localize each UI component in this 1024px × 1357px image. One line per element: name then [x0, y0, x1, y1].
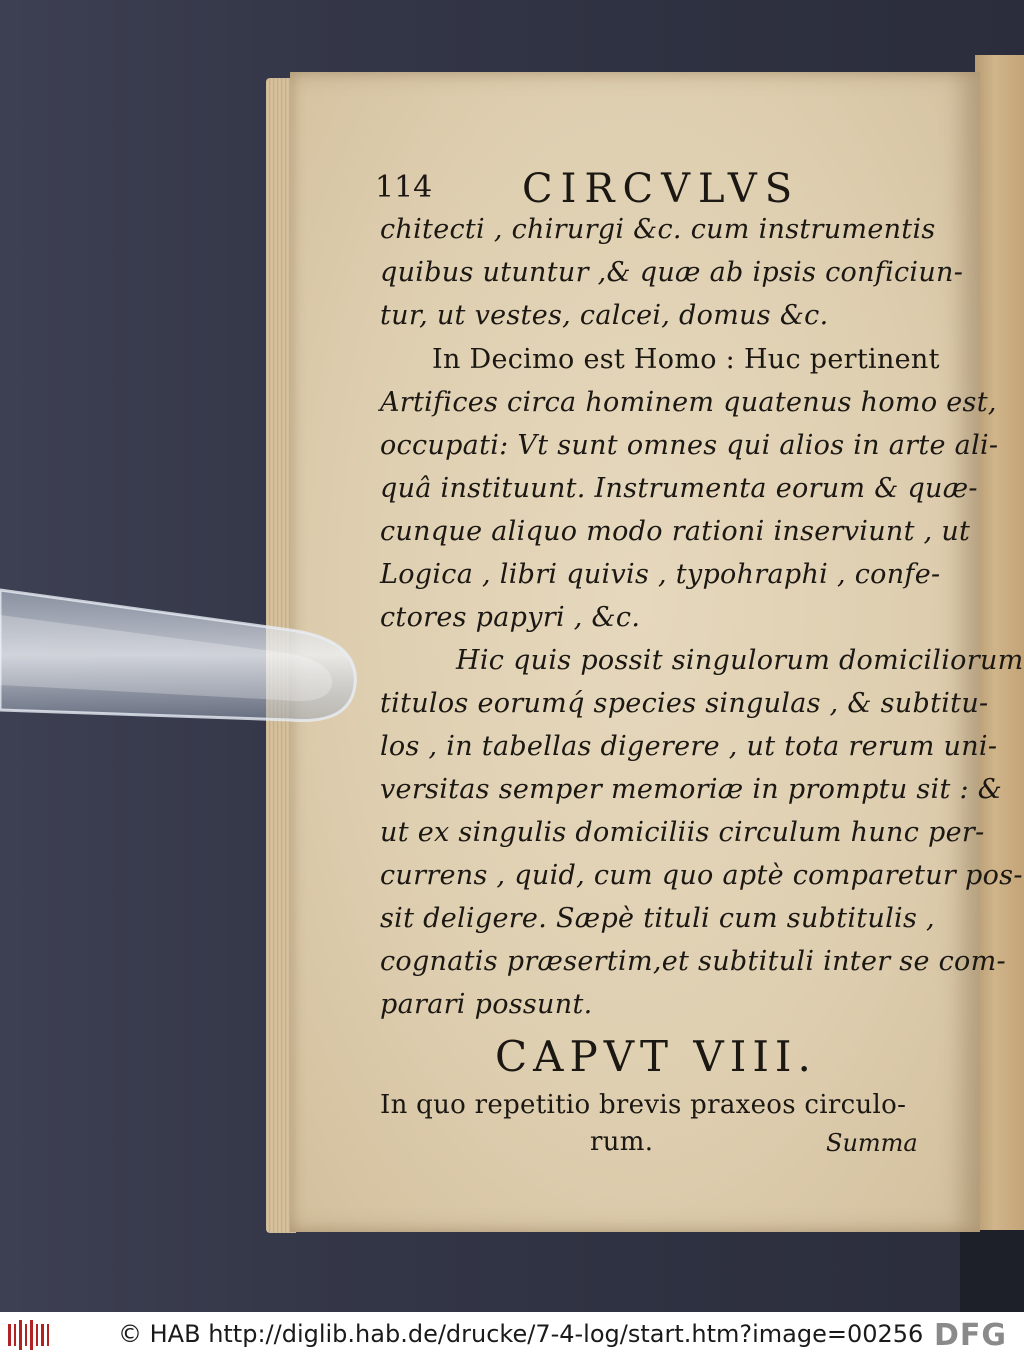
- page-number: 114: [375, 170, 433, 205]
- text-line: ut ex singulis domiciliis circulum hunc per-: [380, 817, 985, 848]
- chapter-subtitle: rum.: [590, 1127, 654, 1157]
- text-line: los , in tabellas digerere , ut tota rerum uni-: [380, 731, 998, 762]
- text-line: Logica , libri quivis , typohraphi , confe-: [380, 559, 941, 590]
- text-line: In Decimo est Homo : Huc pertinent: [432, 344, 940, 375]
- text-line: ctores papyri , &c.: [380, 602, 641, 633]
- text-line: versitas semper memoriæ in promptu sit : &: [380, 774, 1003, 805]
- text-line: Artifices circa hominem quatenus homo est,: [380, 387, 997, 418]
- chapter-subtitle: In quo repetitio brevis praxeos circulo-: [380, 1090, 907, 1120]
- text-line: quâ instituunt. Instrumenta eorum & quæ-: [380, 473, 978, 504]
- text-line: occupati: Vt sunt omnes qui alios in arte ali-: [380, 430, 999, 461]
- text-line: cognatis præsertim,et subtituli inter se com-: [380, 946, 1006, 977]
- running-head: CIRCVLVS: [522, 166, 801, 212]
- text-line: currens , quid, cum quo aptè comparetur pos-: [380, 860, 1023, 891]
- text-line: tur, ut vestes, calcei, domus &c.: [380, 300, 829, 331]
- text-line: titulos eorumq́ species singulas , & subtitu-: [380, 688, 989, 719]
- text-line: cunque aliquo modo rationi inserviunt , ut: [380, 516, 971, 547]
- hab-barcode-logo-icon: [8, 1320, 50, 1350]
- text-line: Hic quis possit singulorum domiciliorum: [456, 645, 1024, 676]
- text-line: quibus utuntur ,& quæ ab ipsis conficiun-: [380, 257, 964, 288]
- dfg-logo: DFG: [934, 1318, 1008, 1353]
- cover-edge: [960, 1230, 1024, 1312]
- catchword: Summa: [826, 1129, 918, 1157]
- chapter-heading: CAPVT VIII.: [495, 1032, 817, 1081]
- footer-bar: [0, 1312, 1024, 1357]
- text-line: sit deligere. Sæpè tituli cum subtitulis ,: [380, 903, 935, 934]
- text-line: chitecti , chirurgi &c. cum instrumentis: [380, 214, 936, 245]
- text-line: parari possunt.: [380, 989, 593, 1020]
- copyright-link[interactable]: © HAB http://diglib.hab.de/drucke/7-4-log/start.htm?image=00256: [118, 1320, 924, 1348]
